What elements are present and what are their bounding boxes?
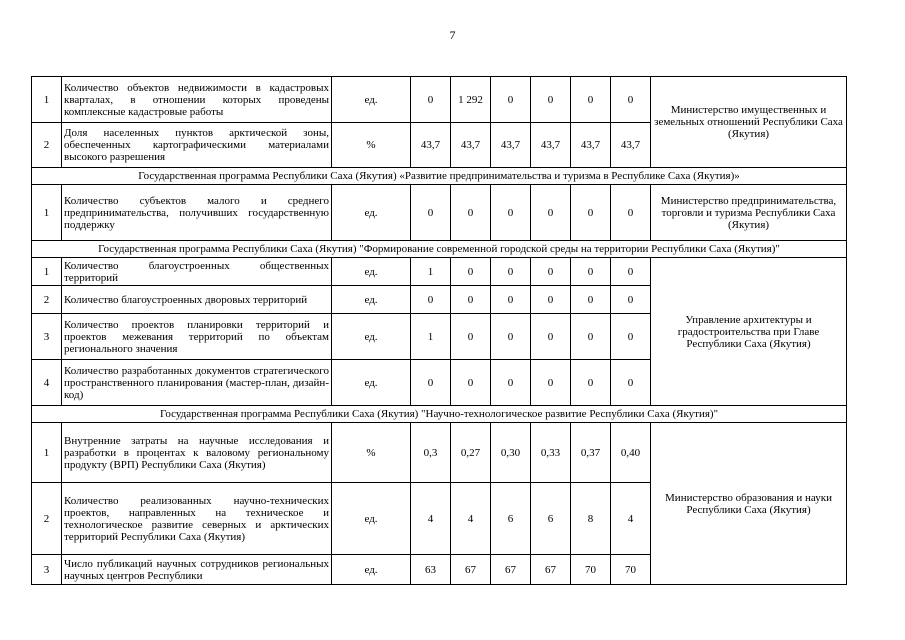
value-cell: 4 — [411, 483, 451, 555]
unit-cell: ед. — [332, 360, 411, 406]
value-cell: 0 — [611, 185, 651, 241]
value-cell: 8 — [571, 483, 611, 555]
indicator-name: Количество субъектов малого и среднего предпринимательства, получивших государственную поддержку — [62, 185, 332, 241]
indicator-name: Количество разработанных документов стратегического пространственного планирования (мастер-план, дизайн-код) — [62, 360, 332, 406]
row-number: 2 — [32, 286, 62, 314]
value-cell: 43,7 — [611, 123, 651, 168]
value-cell: 0,33 — [531, 423, 571, 483]
value-cell: 6 — [531, 483, 571, 555]
value-cell: 0 — [411, 286, 451, 314]
row-number: 2 — [32, 483, 62, 555]
value-cell: 0 — [531, 314, 571, 360]
section-header-row — [32, 241, 847, 258]
value-cell: 0,27 — [451, 423, 491, 483]
indicator-name: Число публикаций научных сотрудников региональных научных центров Республики — [62, 555, 332, 585]
indicator-name: Количество объектов недвижимости в кадастровых кварталах, в отношении которых проведены комплексные кадастровые работы — [62, 77, 332, 123]
row-number: 2 — [32, 123, 62, 168]
unit-cell: ед. — [332, 314, 411, 360]
row-number: 3 — [32, 314, 62, 360]
value-cell: 0 — [451, 258, 491, 286]
value-cell: 0 — [411, 360, 451, 406]
value-cell: 4 — [611, 483, 651, 555]
value-cell: 0 — [491, 286, 531, 314]
value-cell: 0 — [611, 314, 651, 360]
value-cell: 43,7 — [531, 123, 571, 168]
value-cell: 0 — [451, 360, 491, 406]
value-cell: 0 — [491, 314, 531, 360]
value-cell: 67 — [451, 555, 491, 585]
table-row — [32, 77, 847, 123]
section-title: Государственная программа Республики Саха (Якутия) "Формирование современной городской среды на территории Республики Саха (Якутия)" — [32, 241, 847, 258]
value-cell: 0 — [611, 77, 651, 123]
unit-cell: ед. — [332, 555, 411, 585]
row-number: 3 — [32, 555, 62, 585]
unit-cell: ед. — [332, 286, 411, 314]
value-cell: 0 — [571, 258, 611, 286]
value-cell: 4 — [451, 483, 491, 555]
value-cell: 0 — [611, 360, 651, 406]
responsible-ministry: Министерство имущественных и земельных отношений Республики Саха (Якутия) — [651, 77, 847, 168]
value-cell: 43,7 — [491, 123, 531, 168]
value-cell: 0 — [491, 360, 531, 406]
unit-cell: ед. — [332, 77, 411, 123]
row-number: 1 — [32, 77, 62, 123]
value-cell: 6 — [491, 483, 531, 555]
value-cell: 0 — [451, 185, 491, 241]
unit-cell: % — [332, 123, 411, 168]
value-cell: 67 — [491, 555, 531, 585]
section-header-row — [32, 406, 847, 423]
value-cell: 43,7 — [451, 123, 491, 168]
row-number: 1 — [32, 423, 62, 483]
value-cell: 1 — [411, 258, 451, 286]
value-cell: 0,37 — [571, 423, 611, 483]
value-cell: 0 — [491, 185, 531, 241]
value-cell: 43,7 — [571, 123, 611, 168]
value-cell: 0 — [491, 258, 531, 286]
value-cell: 0 — [411, 185, 451, 241]
value-cell: 43,7 — [411, 123, 451, 168]
value-cell: 0 — [571, 185, 611, 241]
value-cell: 0 — [531, 185, 571, 241]
indicator-name: Доля населенных пунктов арктической зоны, обеспеченных картографическими материалами высокого разрешения — [62, 123, 332, 168]
section-title: Государственная программа Республики Саха (Якутия) "Научно-технологическое развитие Республики Саха (Якутия)" — [32, 406, 847, 423]
value-cell: 0,3 — [411, 423, 451, 483]
value-cell: 1 — [411, 314, 451, 360]
value-cell: 0 — [451, 314, 491, 360]
row-number: 4 — [32, 360, 62, 406]
unit-cell: % — [332, 423, 411, 483]
value-cell: 1 292 — [451, 77, 491, 123]
value-cell: 0 — [571, 314, 611, 360]
responsible-ministry: Министерство образования и науки Республики Саха (Якутия) — [651, 423, 847, 585]
row-number: 1 — [32, 185, 62, 241]
indicator-name: Количество проектов планировки территорий и проектов межевания территорий по объектам регионального значения — [62, 314, 332, 360]
table-row — [32, 423, 847, 483]
responsible-ministry: Управление архитектуры и градостроительства при Главе Республики Саха (Якутия) — [651, 258, 847, 406]
value-cell: 0 — [411, 77, 451, 123]
value-cell: 0 — [531, 77, 571, 123]
value-cell: 70 — [611, 555, 651, 585]
unit-cell: ед. — [332, 258, 411, 286]
responsible-ministry: Министерство предпринимательства, торговли и туризма Республики Саха (Якутия) — [651, 185, 847, 241]
value-cell: 0 — [451, 286, 491, 314]
value-cell: 63 — [411, 555, 451, 585]
value-cell: 0 — [571, 360, 611, 406]
value-cell: 0 — [491, 77, 531, 123]
value-cell: 0 — [611, 258, 651, 286]
section-header-row — [32, 168, 847, 185]
value-cell: 0 — [571, 77, 611, 123]
unit-cell: ед. — [332, 185, 411, 241]
table-row — [32, 258, 847, 286]
value-cell: 70 — [571, 555, 611, 585]
value-cell: 0 — [531, 360, 571, 406]
value-cell: 67 — [531, 555, 571, 585]
indicators-table — [31, 76, 847, 585]
indicator-name: Количество благоустроенных дворовых территорий — [62, 286, 332, 314]
value-cell: 0 — [531, 258, 571, 286]
table-row — [32, 185, 847, 241]
indicator-name: Внутренние затраты на научные исследования и разработки в процентах к валовому региональному продукту (ВРП) Республики Саха (Якутия) — [62, 423, 332, 483]
indicator-name: Количество реализованных научно-технических проектов, направленных на техническое и технологическое развитие северных и арктических территорий Республики Саха (Якутия) — [62, 483, 332, 555]
value-cell: 0,40 — [611, 423, 651, 483]
row-number: 1 — [32, 258, 62, 286]
value-cell: 0 — [611, 286, 651, 314]
value-cell: 0 — [571, 286, 611, 314]
page-number: 7 — [449, 28, 456, 42]
unit-cell: ед. — [332, 483, 411, 555]
value-cell: 0,30 — [491, 423, 531, 483]
value-cell: 0 — [531, 286, 571, 314]
section-title: Государственная программа Республики Саха (Якутия) «Развитие предпринимательства и туризма в Республике Саха (Якутия)» — [32, 168, 847, 185]
indicator-name: Количество благоустроенных общественных территорий — [62, 258, 332, 286]
